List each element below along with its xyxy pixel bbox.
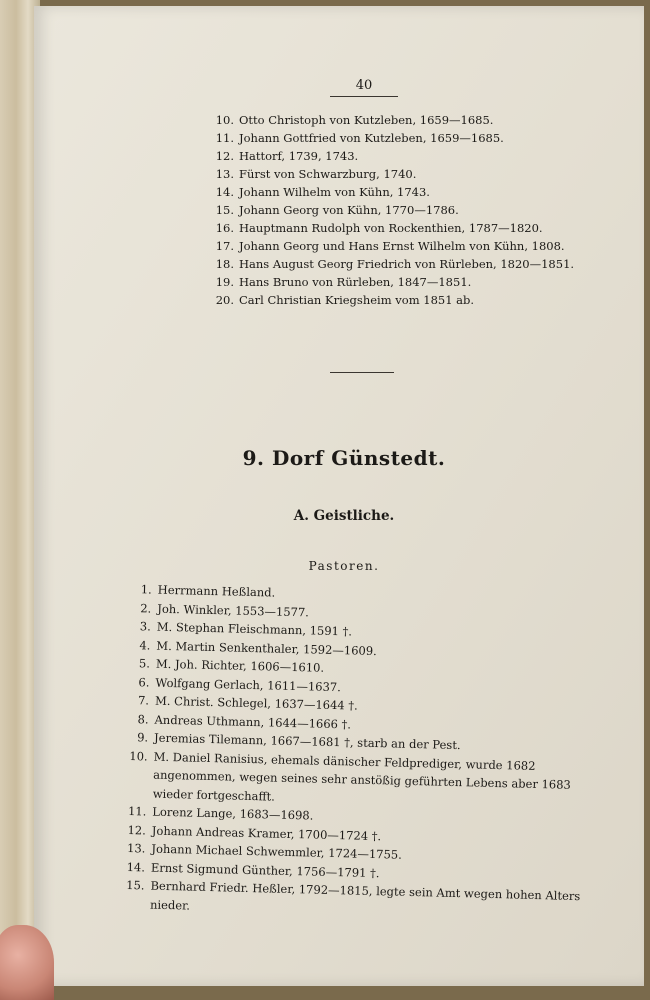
owner-entry <box>204 237 624 255</box>
page-number: 40 <box>355 78 373 93</box>
list-item-number: 16. <box>215 221 234 235</box>
owner-entry <box>204 129 624 147</box>
list-item-text: Hauptmann Rudolph von Rockenthien, 1787—1820. <box>239 221 543 235</box>
list-item-text: Herrmann Heßland. <box>157 582 276 600</box>
list-item-number: 20. <box>215 293 234 307</box>
list-item-text: Johann Wilhelm von Kühn, 1743. <box>239 185 430 199</box>
owner-entry <box>204 219 624 237</box>
list-item-number: 8. <box>137 711 149 726</box>
owner-entry <box>204 147 624 165</box>
list-item-text: Lorenz Lange, 1683—1698. <box>152 804 314 823</box>
list-item-number: 12. <box>215 149 234 163</box>
list-item-text: Carl Christian Kriegsheim vom 1851 ab. <box>239 293 475 307</box>
list-item-number: 12. <box>127 822 147 837</box>
list-item-text: M. Stephan Fleischmann, 1591 †. <box>156 619 353 639</box>
list-item-text: Johann Andreas Kramer, 1700—1724 †. <box>151 823 382 843</box>
list-item-number: 11. <box>127 804 147 819</box>
owner-entry <box>204 255 624 273</box>
list-item-number: 10. <box>129 748 148 763</box>
owner-entry <box>204 111 624 129</box>
list-item-text: Johann Michael Schwemmler, 1724—1755. <box>151 841 403 862</box>
list-item-number: 15. <box>215 203 234 217</box>
list-item-text: Jeremias Tilemann, 1667—1681 †, starb an der Pest. <box>153 730 461 753</box>
list-item-text: Otto Christoph von Kutzleben, 1659—1685. <box>239 113 494 127</box>
list-item-text: Wolfgang Gerlach, 1611—1637. <box>155 675 342 694</box>
list-item-number: 14. <box>126 859 146 874</box>
list-item-number: 9. <box>137 730 149 745</box>
owner-entry <box>204 291 624 309</box>
list-item-text: M. Martin Senkenthaler, 1592—1609. <box>156 638 377 658</box>
list-item-text: Johann Georg von Kühn, 1770—1786. <box>239 203 459 217</box>
subsection-title: A. Geistliche. <box>293 508 395 524</box>
list-item-number: 1. <box>140 582 152 597</box>
list-item-number: 13. <box>215 167 234 181</box>
list-item-text: M. Christ. Schlegel, 1637—1644 †. <box>154 693 358 713</box>
owners-list <box>204 111 624 309</box>
page-number-rule <box>330 96 398 97</box>
list-item-number: 10. <box>215 113 234 127</box>
list-item-number: 15. <box>126 878 145 893</box>
list-item-number: 14. <box>215 185 234 199</box>
thumb <box>0 925 54 1000</box>
list-item-number: 19. <box>215 275 234 289</box>
list-item-text: Hans August Georg Friedrich von Rürleben, 1820—1851. <box>239 257 575 271</box>
list-item-number: 11. <box>215 131 234 145</box>
list-item-text: Johann Gottfried von Kutzleben, 1659—1685. <box>239 131 504 145</box>
list-item-number: 2. <box>140 600 152 616</box>
list-item-number: 5. <box>138 656 151 671</box>
list-item-number: 13. <box>126 841 146 856</box>
list-item-text: Bernhard Friedr. Heßler, 1792—1815, legte sein Amt wegen hohen Alters nieder. <box>149 878 581 913</box>
list-item-text: Hans Bruno von Rürleben, 1847—1851. <box>239 275 472 289</box>
pastors-list <box>122 580 610 925</box>
section-divider <box>330 372 394 373</box>
list-item-number: 6. <box>138 674 150 690</box>
list-item-number: 18. <box>215 257 234 271</box>
list-item-number: 7. <box>137 693 150 708</box>
list-item-text: M. Joh. Richter, 1606—1610. <box>155 656 325 675</box>
list-item-text: Fürst von Schwarzburg, 1740. <box>239 167 417 181</box>
owner-entry <box>204 273 624 291</box>
owner-entry <box>204 201 624 219</box>
list-item-text: Johann Georg und Hans Ernst Wilhelm von Kühn, 1808. <box>239 239 565 253</box>
list-item-text: Joh. Winkler, 1553—1577. <box>157 601 310 619</box>
owner-entry <box>204 165 624 183</box>
list-item-text: Hattorf, 1739, 1743. <box>239 149 359 163</box>
group-title: Pastoren. <box>308 559 380 573</box>
list-item-number: 3. <box>139 619 152 634</box>
list-item-text: Ernst Sigmund Günther, 1756—1791 †. <box>150 860 380 880</box>
section-title: 9. Dorf Günstedt. <box>242 446 446 470</box>
list-item-number: 4. <box>139 637 151 653</box>
list-item-text: Andreas Uthmann, 1644—1666 †. <box>154 712 352 731</box>
list-item-text: M. Daniel Ranisius, ehemals dänischer Feldprediger, wurde 1682 angenommen, wegen seines sehr anstößig geführten Lebens aber 1683 wieder fortgeschafft. <box>152 749 572 804</box>
book-page <box>34 6 644 986</box>
owner-entry <box>204 183 624 201</box>
list-item-number: 17. <box>215 239 234 253</box>
